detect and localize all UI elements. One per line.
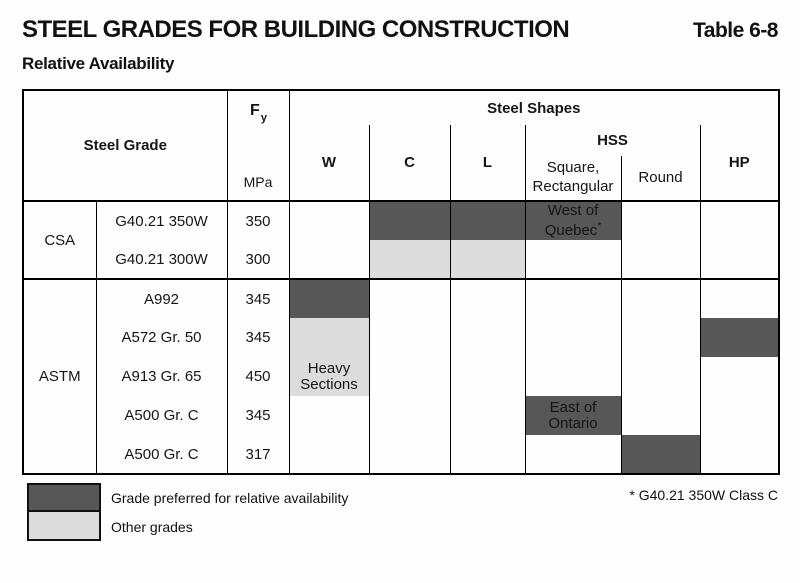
cell-c — [369, 201, 450, 240]
grade-name: G40.21 350W — [96, 201, 227, 240]
page-subtitle: Relative Availability — [22, 54, 175, 73]
cell-round — [621, 435, 700, 474]
fy-unit: MPa — [243, 174, 273, 190]
cell-c — [369, 396, 450, 435]
cell-hss-square — [525, 357, 621, 396]
grade-name: G40.21 300W — [96, 240, 227, 279]
cell-w — [289, 279, 369, 318]
fy-value: 317 — [227, 435, 289, 474]
header-fy — [227, 90, 289, 201]
cell-w — [289, 318, 369, 357]
cell-round — [621, 240, 700, 279]
cell-w — [289, 396, 369, 435]
preferred-label: Grade preferred for relative availability — [111, 489, 349, 506]
cell-c — [369, 279, 450, 318]
header-hss-square: Square, Rectangular — [525, 156, 621, 201]
cell-l — [450, 201, 525, 240]
cell-hss-square: West of Quebec* — [525, 201, 621, 240]
cell-c — [369, 435, 450, 474]
cell-hp — [700, 318, 779, 357]
grade-name: A992 — [96, 279, 227, 318]
cell-c — [369, 357, 450, 396]
cell-w: Heavy Sections — [289, 357, 369, 396]
fy-value: 345 — [227, 396, 289, 435]
fy-value: 345 — [227, 318, 289, 357]
fy-value: 450 — [227, 357, 289, 396]
header-col-c: C — [369, 125, 450, 201]
cell-hp — [700, 279, 779, 318]
cell-hp — [700, 435, 779, 474]
org-astm: ASTM — [23, 279, 96, 474]
page-content — [22, 16, 778, 541]
fy-value: 350 — [227, 201, 289, 240]
cell-c — [369, 318, 450, 357]
table-reference: Table 6-8 — [693, 19, 778, 42]
cell-l — [450, 240, 525, 279]
cell-l — [450, 357, 525, 396]
footnote: * G40.21 350W Class C — [629, 487, 778, 503]
org-csa: CSA — [23, 201, 96, 279]
cell-hp — [700, 396, 779, 435]
footer-area — [22, 483, 778, 541]
cell-hss-square: East of Ontario — [525, 396, 621, 435]
header-hss: HSS — [525, 125, 700, 156]
grade-name: A500 Gr. C — [96, 396, 227, 435]
other-swatch — [29, 512, 99, 539]
cell-round — [621, 357, 700, 396]
cell-l — [450, 279, 525, 318]
cell-hp — [700, 357, 779, 396]
steel-grades-table — [22, 89, 780, 475]
cell-hss-square — [525, 318, 621, 357]
header-steel-shapes: Steel Shapes — [289, 90, 779, 125]
fy-value: 300 — [227, 240, 289, 279]
header-col-hp: HP — [700, 125, 779, 201]
cell-w — [289, 240, 369, 279]
cell-hss-square — [525, 435, 621, 474]
cell-round — [621, 396, 700, 435]
header-steel-grade: Steel Grade — [23, 90, 227, 201]
cell-round — [621, 201, 700, 240]
grade-name: A913 Gr. 65 — [96, 357, 227, 396]
legend — [27, 483, 348, 541]
cell-hss-square — [525, 279, 621, 318]
fy-value: 345 — [227, 279, 289, 318]
cell-hp — [700, 201, 779, 240]
cell-hp — [700, 240, 779, 279]
preferred-swatch — [29, 485, 99, 512]
cell-round — [621, 318, 700, 357]
cell-round — [621, 279, 700, 318]
legend-labels — [111, 483, 348, 541]
cell-l — [450, 318, 525, 357]
cell-hss-square — [525, 240, 621, 279]
fy-symbol: $F_y$ — [250, 102, 267, 125]
cell-w — [289, 201, 369, 240]
header-hss-round: Round — [621, 156, 700, 201]
cell-w — [289, 435, 369, 474]
page-title: STEEL GRADES FOR BUILDING CONSTRUCTION — [22, 16, 570, 43]
cell-l — [450, 396, 525, 435]
header-col-l: L — [450, 125, 525, 201]
legend-swatches — [27, 483, 101, 541]
grade-name: A572 Gr. 50 — [96, 318, 227, 357]
grade-name: A500 Gr. C — [96, 435, 227, 474]
other-label: Other grades — [111, 518, 193, 535]
header-col-w: W — [289, 125, 369, 201]
title-row — [22, 16, 778, 44]
cell-l — [450, 435, 525, 474]
cell-c — [369, 240, 450, 279]
